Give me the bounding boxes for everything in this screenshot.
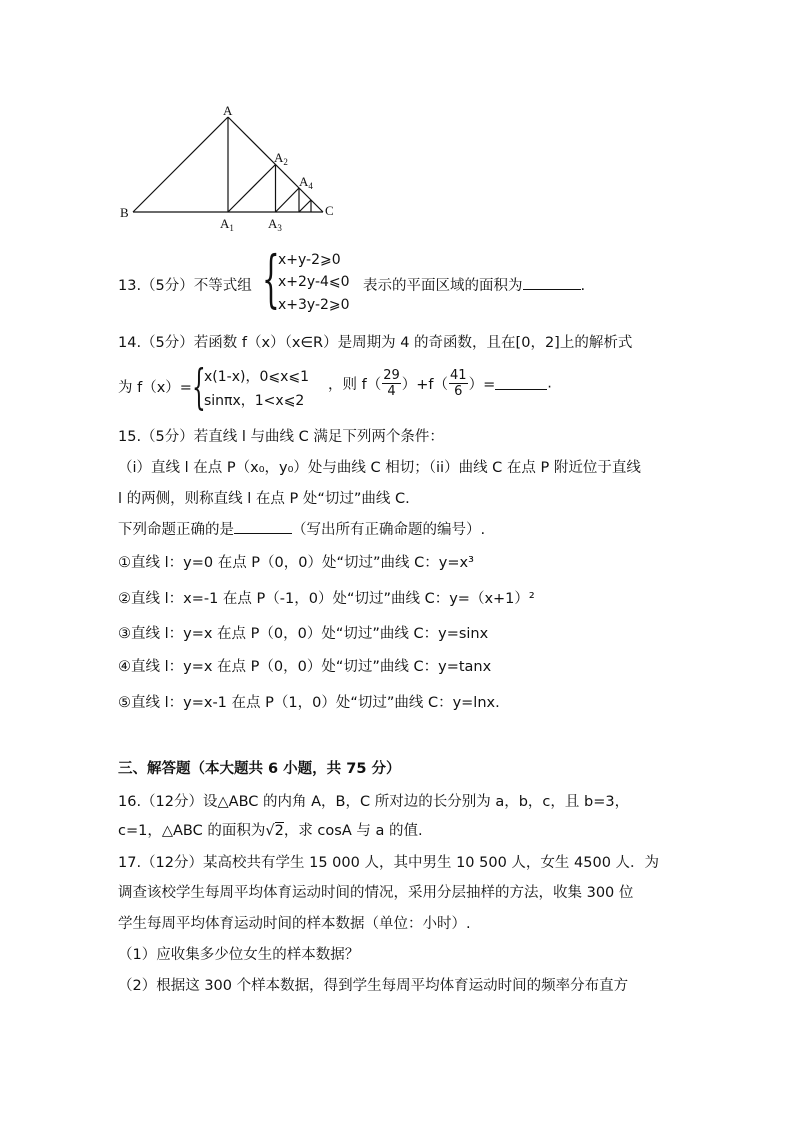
triangle-figure xyxy=(110,100,360,240)
q14-answer-blank xyxy=(495,377,547,390)
label-C: C xyxy=(325,203,334,218)
q13-brace: { xyxy=(262,242,280,315)
q14-frac-41-6: $\frac{41}{6}$ xyxy=(450,368,467,399)
sqrt-symbol: √ xyxy=(265,823,275,839)
q15-line3: l 的两侧，则称直线 l 在点 P 处“切过”曲线 C. xyxy=(118,491,410,507)
q14-case-2: sinπx，1<x⩽2 xyxy=(204,393,305,409)
label-A3: $A_3$ xyxy=(268,216,282,233)
q15-option-1: ①直线 l：y=0 在点 P（0，0）处“切过”曲线 C：y=x³ xyxy=(118,555,474,571)
q14-prefix: 为 f（x）= xyxy=(118,380,192,396)
label-A1: $A_1$ xyxy=(220,216,234,233)
q14-line1: 14.（5分）若函数 f（x）（x∈R）是周期为 4 的奇函数，且在[0，2]上的解析式 xyxy=(118,335,633,351)
q17-line1: 17.（12分）某高校共有学生 15 000 人，其中男生 10 500 人，女生 4500 人．为 xyxy=(118,855,660,871)
q14-expression: ，则 f（ $\frac{29}{4}$ ）+f（ $\frac{41}{6}$ ）= . xyxy=(328,368,552,399)
section-heading: 三、解答题（本大题共 6 小题，共 75 分） xyxy=(118,761,401,777)
q17-line2: 调查该校学生每周平均体育运动时间的情况，采用分层抽样的方法，收集 300 位 xyxy=(118,885,634,901)
q15-line2: （i）直线 l 在点 P（x₀，y₀）处与曲线 C 相切；（ii）曲线 C 在点 P 附近位于直线 xyxy=(118,460,641,476)
q14-case-1: x(1-x)，0⩽x⩽1 xyxy=(204,369,310,385)
q15-option-5: ⑤直线 l：y=x-1 在点 P（1，0）处“切过”曲线 C：y=lnx. xyxy=(118,695,500,711)
label-A2: $A_2$ xyxy=(274,150,288,167)
q13-ineq-3: x+3y-2⩾0 xyxy=(278,297,350,313)
sqrt-value: 2 xyxy=(274,823,284,839)
q16-line1: 16.（12分）设△ABC 的内角 A，B，C 所对边的长分别为 a，b，c，且 b=3， xyxy=(118,794,630,810)
q17-line3: 学生每周平均体育运动时间的样本数据（单位：小时）. xyxy=(118,916,471,932)
label-A4: $A_4$ xyxy=(299,174,313,191)
q13-suffix: 表示的平面区域的面积为 . xyxy=(363,278,586,294)
label-A: A xyxy=(223,103,233,118)
q15-option-3: ③直线 l：y=x 在点 P（0，0）处“切过”曲线 C：y=sinx xyxy=(118,626,489,642)
q14-frac-29-4: $\frac{29}{4}$ xyxy=(383,368,400,399)
q17-line4: （1）应收集多少位女生的样本数据？ xyxy=(118,947,360,963)
q13-answer-blank xyxy=(523,277,581,290)
label-B: B xyxy=(120,205,129,220)
q15-option-4: ④直线 l：y=x 在点 P（0，0）处“切过”曲线 C：y=tanx xyxy=(118,659,492,675)
q17-line5: （2）根据这 300 个样本数据，得到学生每周平均体育运动时间的频率分布直方 xyxy=(118,978,629,994)
q13-ineq-1: x+y-2⩾0 xyxy=(278,252,341,268)
q15-line4: 下列命题正确的是 （写出所有正确命题的编号）. xyxy=(118,522,486,538)
q14-brace: { xyxy=(192,359,206,415)
q16-line2: c=1，△ABC 的面积为√2，求 cosA 与 a 的值. xyxy=(118,823,423,839)
q15-option-2: ②直线 l：x=-1 在点 P（-1，0）处“切过”曲线 C：y=（x+1）² xyxy=(118,591,535,607)
q15-answer-blank xyxy=(234,521,292,534)
q13-ineq-2: x+2y-4⩽0 xyxy=(278,274,350,290)
q15-line1: 15.（5分）若直线 l 与曲线 C 满足下列两个条件： xyxy=(118,429,444,445)
q13-prefix: 13.（5分）不等式组 xyxy=(118,278,252,294)
